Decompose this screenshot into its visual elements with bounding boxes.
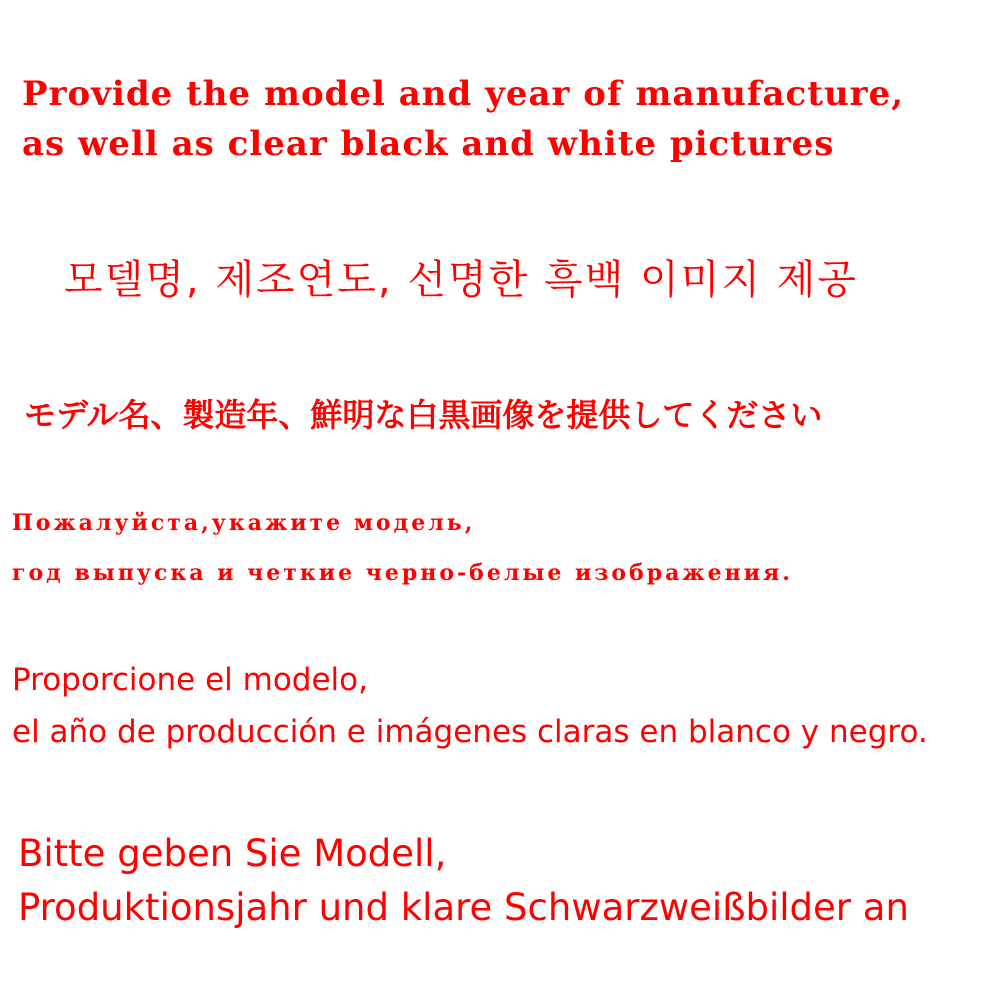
- japanese-line-1: モデル名、製造年、鮮明な白黒画像を提供してください: [24, 396, 823, 434]
- german-line-2: Produktionsjahr und klare Schwarzweißbilder an: [18, 886, 909, 929]
- spanish-line-1: Proporcione el modelo,: [12, 662, 368, 698]
- spanish-line-2: el año de producción e imágenes claras en blanco y negro.: [12, 714, 928, 750]
- russian-line-2: год выпуска и четкие черно-белые изображения.: [12, 560, 793, 586]
- english-line-1: Provide the model and year of manufacture,: [22, 74, 905, 114]
- russian-line-1: Пожалуйста,укажите модель,: [12, 510, 476, 536]
- english-line-2: as well as clear black and white pictures: [22, 124, 835, 164]
- german-line-1: Bitte geben Sie Modell,: [18, 832, 447, 875]
- korean-line-1: 모델명, 제조연도, 선명한 흑백 이미지 제공: [64, 257, 858, 303]
